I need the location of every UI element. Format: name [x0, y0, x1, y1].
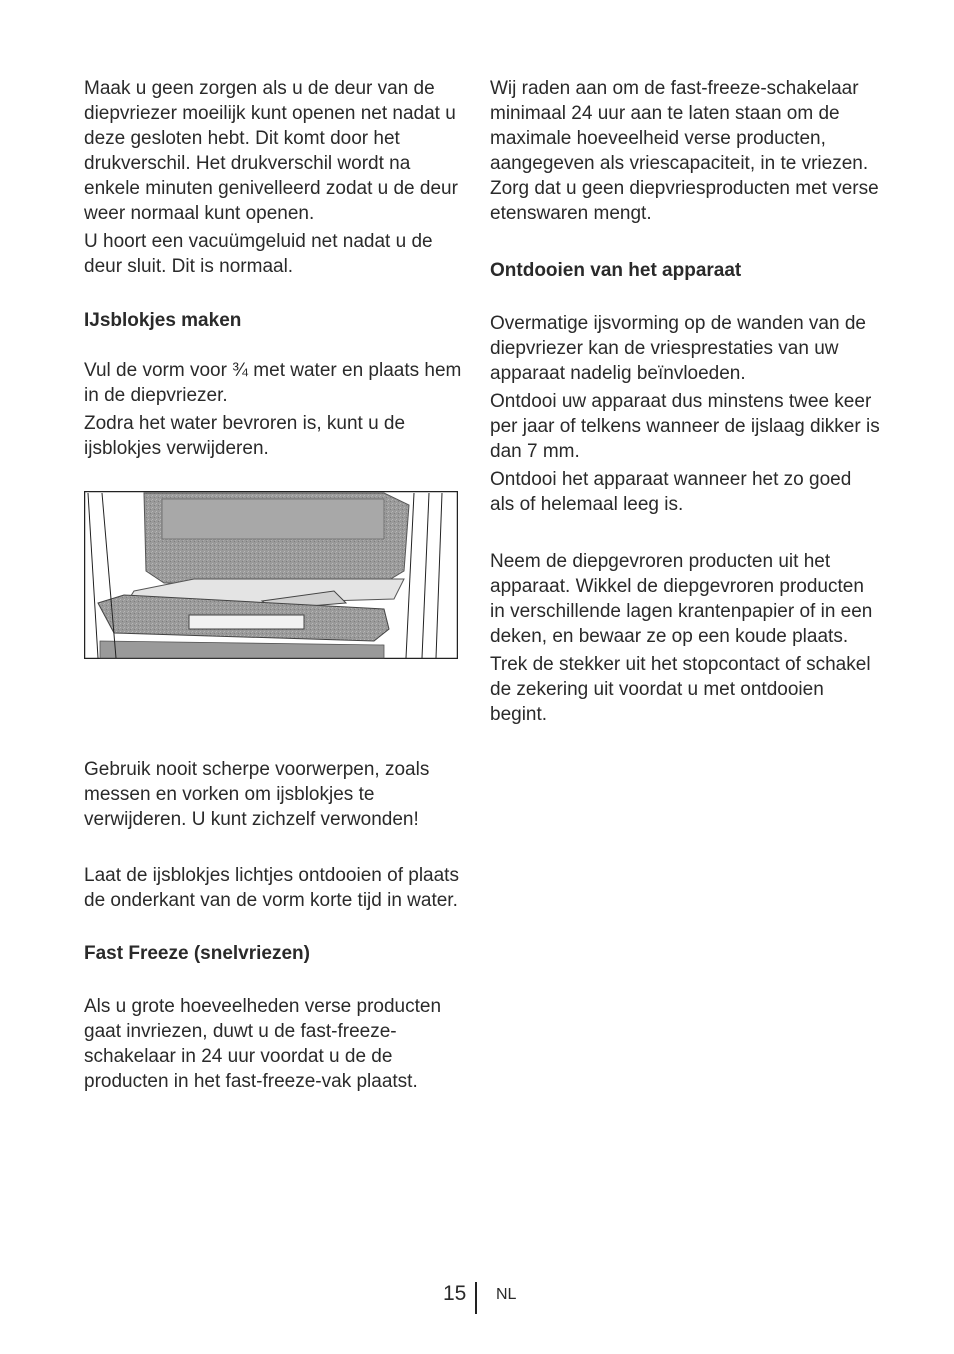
heading-ice-cubes: IJsblokjes maken: [84, 310, 242, 331]
heading-fast-freeze: Fast Freeze (snelvriezen): [84, 943, 310, 964]
right-column: [490, 76, 880, 727]
footer-divider: [475, 1282, 477, 1314]
ice-tray-illustration: [84, 491, 458, 659]
language-code: NL: [496, 1286, 517, 1303]
paragraph-vacuum-sound: U hoort een vacuümgeluid net nadat u de deur sluit. Dit is normaal.: [84, 231, 433, 277]
paragraph-door-pressure: Maak u geen zorgen als u de deur van de diepvriezer moeilijk kunt openen net nadat u deze gesloten hebt. Dit komt door het drukverschil. Het drukverschil wordt na enkele minuten genivelleerd zodat u de deur weer normaal kunt openen.: [84, 78, 458, 224]
page-footer: [0, 1280, 954, 1316]
paragraph-remove-products: Neem de diepgevroren producten uit het apparaat. Wikkel de diepgevroren producten in verschillende lagen krantenpapier of in een deken, en bewaar ze op een koude plaats.: [490, 551, 873, 647]
paragraph-fill-tray: Vul de vorm voor ¾ met water en plaats hem in de diepvriezer.: [84, 360, 462, 406]
paragraph-fast-freeze-usage: Als u grote hoeveelheden verse producten gaat invriezen, duwt u de fast-freeze-schakelaar in 24 uur voordat u de de producten in het fast-freeze-vak plaatst.: [84, 996, 442, 1092]
paragraph-sharp-objects-warning: Gebruik nooit scherpe voorwerpen, zoals messen en vorken om ijsblokjes te verwijderen. U kunt zichzelf verwonden!: [84, 759, 430, 830]
paragraph-unplug: Trek de stekker uit het stopcontact of schakel de zekering uit voordat u met ontdooien begint.: [490, 654, 871, 725]
paragraph-thaw-ice: Laat de ijsblokjes lichtjes ontdooien of plaats de onderkant van de vorm korte tijd in water.: [84, 865, 459, 911]
paragraph-defrost-frequency: Ontdooi uw apparaat dus minstens twee keer per jaar of telkens wanneer de ijslaag dikker is dan 7 mm.: [490, 391, 880, 462]
paragraph-ice-buildup: Overmatige ijsvorming op de wanden van de diepvriezer kan de vriesprestaties van uw apparaat nadelig beïnvloeden.: [490, 313, 866, 384]
paragraph-fast-freeze-duration: Wij raden aan om de fast-freeze-schakelaar minimaal 24 uur aan te laten staan om de maximale hoeveelheid verse producten, aangegeven als vriescapaciteit, in te vriezen. Zorg dat u geen diepvriesproducten met verse etenswaren mengt.: [490, 78, 879, 224]
paragraph-remove-ice: Zodra het water bevroren is, kunt u de ijsblokjes verwijderen.: [84, 413, 406, 459]
heading-defrost: Ontdooien van het apparaat: [490, 260, 742, 281]
page-number: 15: [443, 1282, 467, 1305]
paragraph-defrost-when-empty: Ontdooi het apparaat wanneer het zo goed als of helemaal leeg is.: [490, 469, 852, 515]
left-column: [84, 76, 464, 1094]
